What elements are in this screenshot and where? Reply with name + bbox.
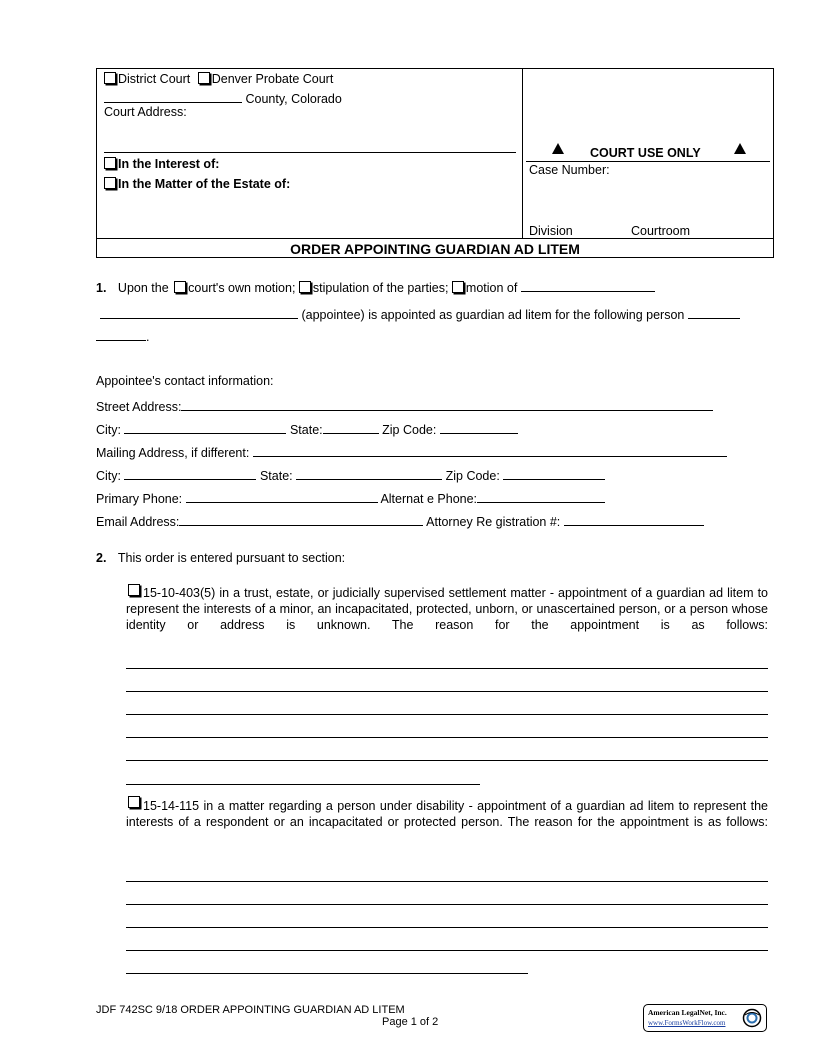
court-use-only: COURT USE ONLY xyxy=(590,146,701,160)
court-type-row xyxy=(104,72,333,86)
in-interest-checkbox[interactable] xyxy=(104,157,116,169)
state2-field[interactable] xyxy=(296,467,442,480)
form-title: ORDER APPOINTING GUARDIAN AD LITEM xyxy=(96,238,774,259)
city2-field[interactable] xyxy=(124,467,256,480)
phone-row xyxy=(96,490,605,506)
person-field[interactable] xyxy=(688,306,740,319)
state2-label: State: xyxy=(259,469,293,483)
motion-of-field[interactable] xyxy=(521,279,655,292)
city2-row xyxy=(96,467,605,483)
section2-row xyxy=(96,551,345,565)
zip-label: Zip Code: xyxy=(382,423,437,437)
in-matter-label: In the Matter of the Estate of: xyxy=(118,177,291,191)
county-field[interactable] xyxy=(104,90,242,103)
primary-phone-field[interactable] xyxy=(186,490,378,503)
person-field-cont[interactable] xyxy=(96,328,146,341)
stipulation-label: stipulation of the parties; xyxy=(312,281,449,295)
email-row xyxy=(96,513,704,529)
section1-row xyxy=(96,279,655,295)
contact-heading: Appointee's contact information: xyxy=(96,374,274,388)
zip2-label: Zip Code: xyxy=(445,469,500,483)
reason1-line[interactable] xyxy=(126,784,480,785)
attorney-reg-field[interactable] xyxy=(564,513,704,526)
section2-number: 2. xyxy=(96,551,107,565)
reason1-line[interactable] xyxy=(126,691,768,692)
division-label: Division xyxy=(529,224,573,238)
courts-own-motion-checkbox[interactable] xyxy=(174,281,186,293)
denver-probate-label: Denver Probate Court xyxy=(211,72,334,86)
footer-page-number: Page 1 of 2 xyxy=(382,1016,439,1028)
footer-form-id: JDF 742SC 9/18 ORDER APPOINTING GUARDIAN AD LITEM xyxy=(96,1004,405,1016)
option1-text: 15-10-403(5) in a trust, estate, or judicially supervised settlement matter - appointment of a guardian ad litem to represent the interests of a minor, an incapacitated, protected, unborn, or unascertained person, or a person whose identity or address is unknown. The reason for the appointment is as follows: xyxy=(126,586,768,632)
street-field[interactable] xyxy=(181,398,713,411)
reason2-line[interactable] xyxy=(126,881,768,882)
logo-company: American LegalNet, Inc. xyxy=(648,1008,727,1017)
reason2-line[interactable] xyxy=(126,904,768,905)
motion-of-label: motion of xyxy=(465,281,518,295)
period: . xyxy=(146,330,150,344)
stipulation-checkbox[interactable] xyxy=(299,281,311,293)
appointee-text: (appointee) is appointed as guardian ad litem for the following person xyxy=(301,308,685,322)
reason2-line[interactable] xyxy=(126,927,768,928)
upon-the-label: Upon the xyxy=(117,281,169,295)
in-interest-label: In the Interest of: xyxy=(118,157,220,171)
alternate-phone-label: Alternat e Phone: xyxy=(380,492,478,506)
district-court-label: District Court xyxy=(118,72,191,86)
section2-intro: This order is entered pursuant to section: xyxy=(117,551,346,565)
section1-number: 1. xyxy=(96,281,107,295)
appointee-name-field[interactable] xyxy=(100,306,298,319)
attorney-reg-label: Attorney Re gistration #: xyxy=(426,515,561,529)
court-address-field[interactable] xyxy=(104,152,516,153)
mailing-row xyxy=(96,444,727,460)
mailing-label: Mailing Address, if different: xyxy=(96,446,250,460)
court-address-label: Court Address: xyxy=(104,105,187,119)
reason1-line[interactable] xyxy=(126,737,768,738)
courts-own-motion-label: court's own motion; xyxy=(188,281,296,295)
email-label: Email Address: xyxy=(96,515,180,529)
globe-icon xyxy=(742,1008,762,1028)
state-label: State: xyxy=(289,423,323,437)
logo-url[interactable]: www.FormsWorkFlow.com xyxy=(648,1019,726,1027)
city2-label: City: xyxy=(96,469,121,483)
up-triangle-icon xyxy=(734,143,746,154)
american-legalnet-logo xyxy=(643,1004,767,1032)
person-field-cont-row xyxy=(96,328,149,344)
reason2-line[interactable] xyxy=(126,973,528,974)
county-row xyxy=(104,90,342,106)
reason1-line[interactable] xyxy=(126,760,768,761)
city-field[interactable] xyxy=(124,421,286,434)
caption-divider xyxy=(522,68,523,239)
reason2-line[interactable] xyxy=(126,950,768,951)
option2-text: 15-14-115 in a matter regarding a person under disability - appointment of a guardian ad litem to represent the interests of a respondent or an incapacitated or protected person. The reason for the appointment is as follows: xyxy=(126,799,768,829)
county-label: County, Colorado xyxy=(245,92,342,106)
denver-probate-checkbox[interactable] xyxy=(198,72,210,84)
alternate-phone-field[interactable] xyxy=(477,490,605,503)
in-interest-row xyxy=(104,157,219,171)
city-row xyxy=(96,421,518,437)
appointee-row xyxy=(100,306,740,322)
district-court-checkbox[interactable] xyxy=(104,72,116,84)
case-number-rule xyxy=(526,161,770,162)
city-label: City: xyxy=(96,423,121,437)
motion-of-checkbox[interactable] xyxy=(452,281,464,293)
in-matter-row xyxy=(104,177,290,191)
in-matter-checkbox[interactable] xyxy=(104,177,116,189)
case-number-label: Case Number: xyxy=(529,163,610,177)
zip-field[interactable] xyxy=(440,421,518,434)
street-label: Street Address: xyxy=(96,400,182,414)
email-field[interactable] xyxy=(179,513,423,526)
zip2-field[interactable] xyxy=(503,467,605,480)
street-row xyxy=(96,398,713,414)
mailing-field[interactable] xyxy=(253,444,727,457)
primary-phone-label: Primary Phone: xyxy=(96,492,183,506)
reason1-line[interactable] xyxy=(126,668,768,669)
up-triangle-icon xyxy=(552,143,564,154)
courtroom-label: Courtroom xyxy=(631,224,691,238)
reason1-line[interactable] xyxy=(126,714,768,715)
state-field[interactable] xyxy=(323,421,379,434)
